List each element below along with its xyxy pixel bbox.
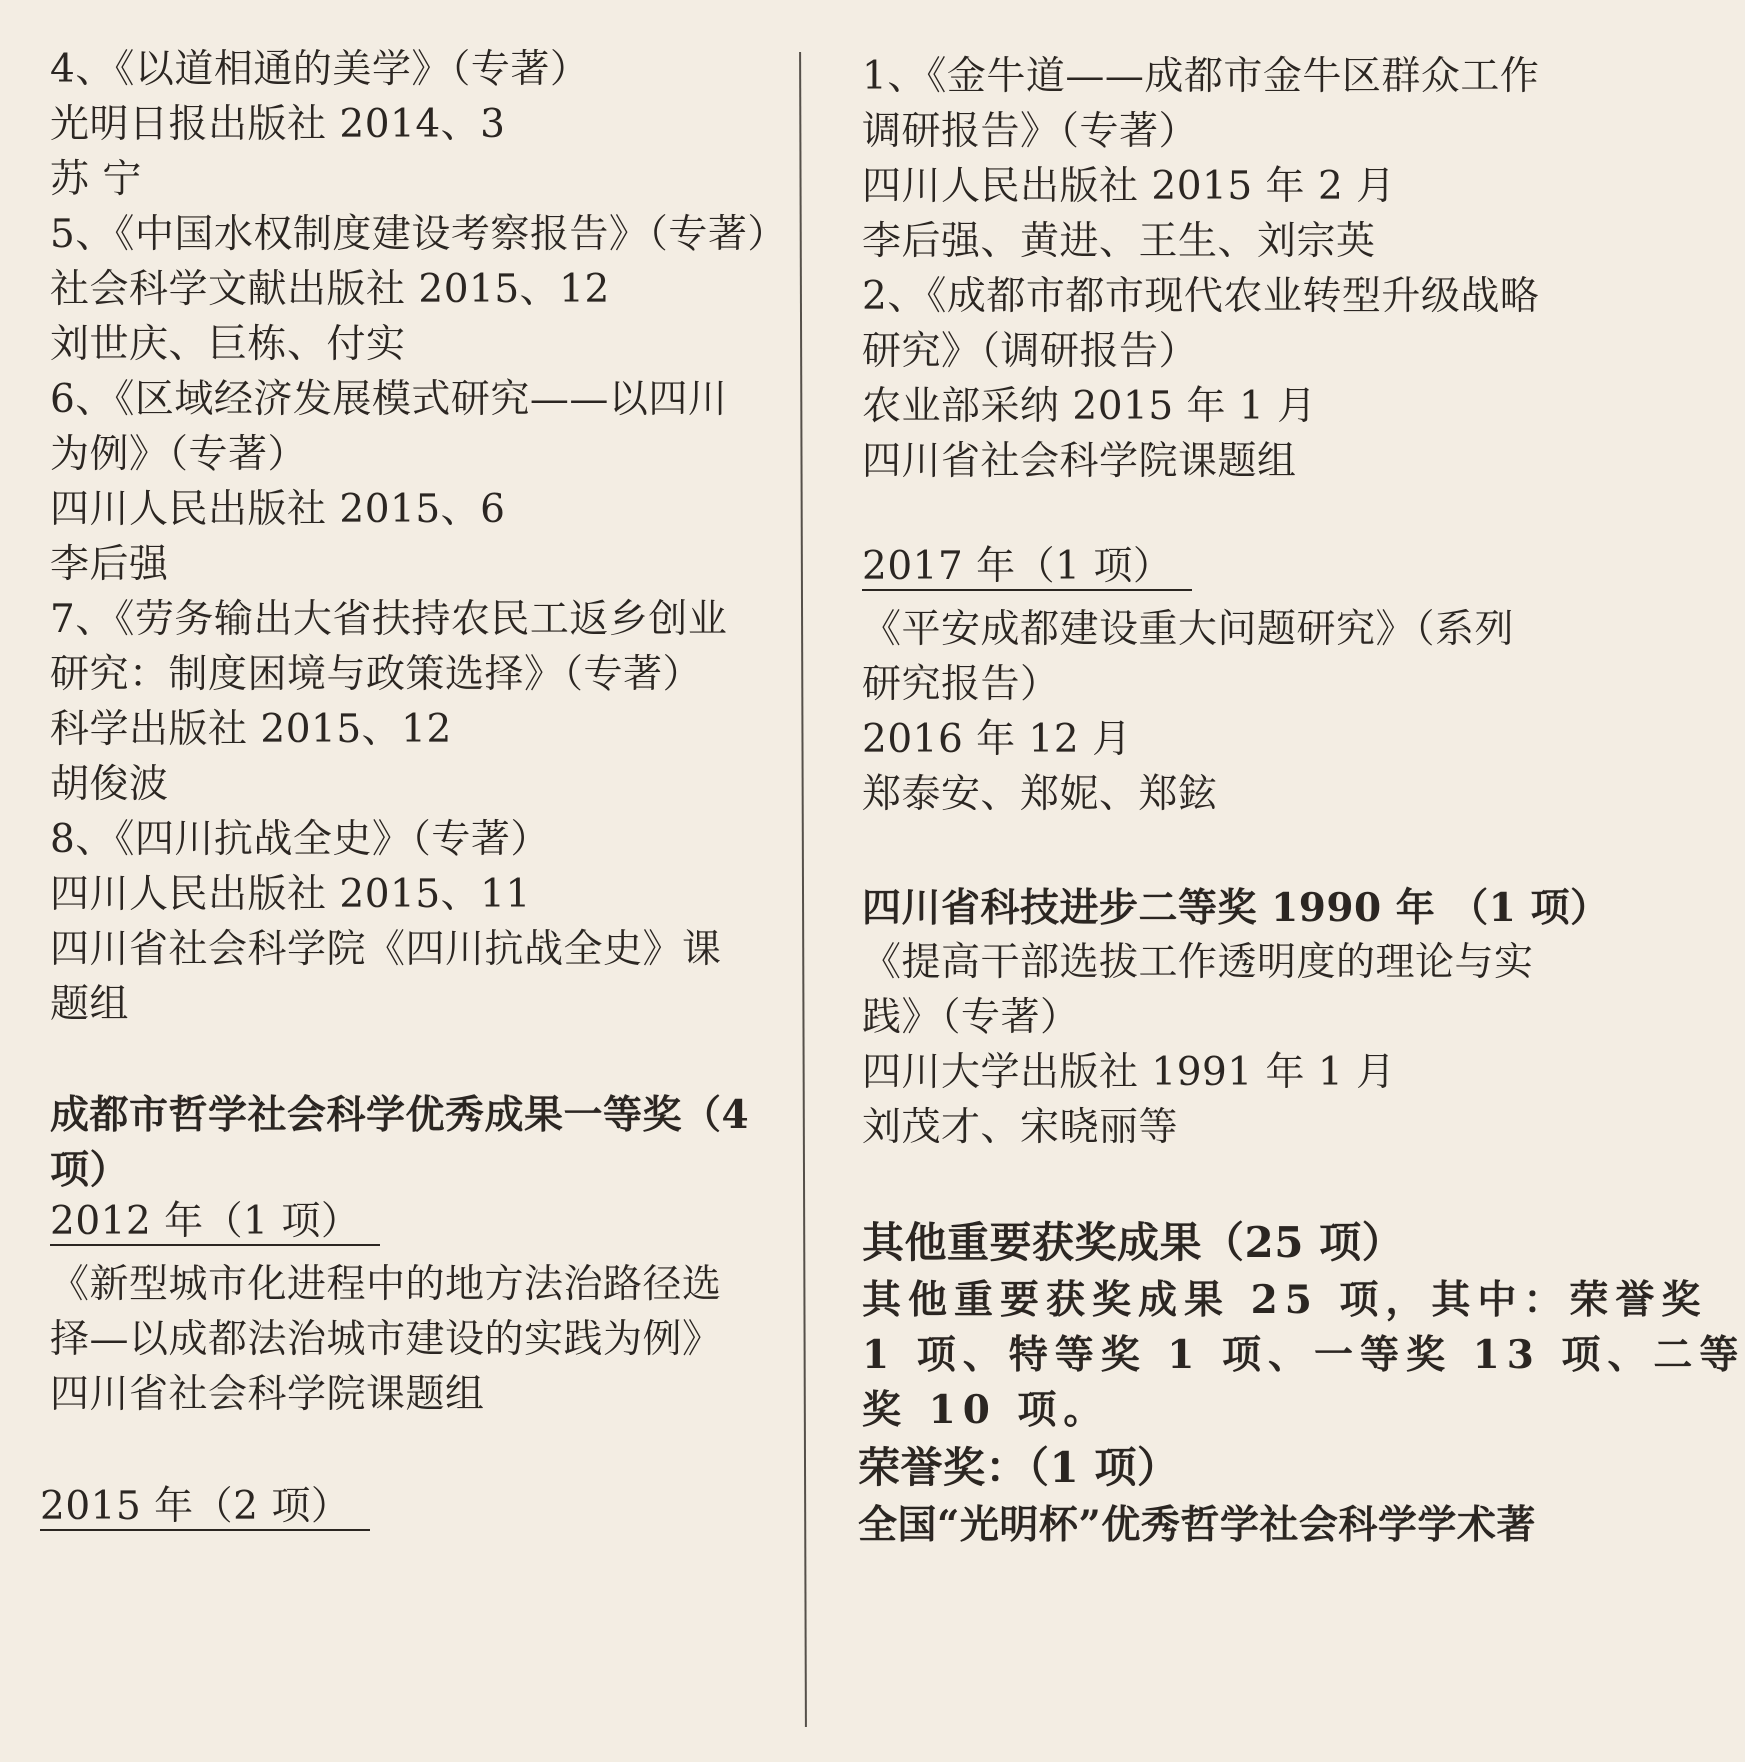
entry-r2-title-line-2: 研究》（调研报告） <box>862 329 1199 374</box>
entry-6-publisher: 四川人民出版社 2015、6 <box>50 487 506 532</box>
column-divider <box>799 52 807 1727</box>
entry-8-author-line-2: 题组 <box>50 982 130 1027</box>
entry-8-title: 8、《四川抗战全史》（专著） <box>50 817 550 862</box>
entry-r1-title-line-1: 1、《金牛道——成都市金牛区群众工作 <box>862 54 1540 99</box>
entry-1990-title-line-1: 《提高干部选拔工作透明度的理论与实 <box>862 940 1534 985</box>
section-heading-sichuan-tech-award: 四川省科技进步二等奖 1990 年 （1 项） <box>862 885 1610 931</box>
entry-r2-author: 四川省社会科学院课题组 <box>862 439 1297 484</box>
other-awards-summary-line-2: 1 项、特等奖 1 项、一等奖 13 项、二等 <box>862 1332 1745 1378</box>
entry-2012-title-line-1: 《新型城市化进程中的地方法治路径选 <box>50 1262 722 1307</box>
other-awards-summary-line-1: 其他重要获奖成果 25 项，其中：荣誉奖 <box>862 1277 1708 1323</box>
entry-2017-title-line-1: 《平安成都建设重大问题研究》（系列 <box>862 607 1515 652</box>
entry-7-author: 胡俊波 <box>50 762 169 807</box>
entry-2017-title-line-2: 研究报告） <box>862 662 1060 707</box>
entry-4-publisher: 光明日报出版社 2014、3 <box>50 102 506 147</box>
year-heading-2015: 2015 年（2 项） <box>40 1485 370 1531</box>
entry-7-title-line-2: 研究：制度困境与政策选择》（专著） <box>50 652 703 697</box>
entry-6-author: 李后强 <box>50 542 169 587</box>
entry-2017-date: 2016 年 12 月 <box>862 717 1132 762</box>
entry-2017-authors: 郑泰安、郑妮、郑鉉 <box>862 772 1218 817</box>
section-heading-honor-award: 荣誉奖：（1 项） <box>858 1443 1180 1492</box>
entry-5-publisher: 社会科学文献出版社 2015、12 <box>50 267 610 312</box>
entry-1990-authors: 刘茂才、宋晓丽等 <box>862 1105 1179 1150</box>
entry-5-title: 5、《中国水权制度建设考察报告》（专著） <box>50 212 787 257</box>
entry-1990-publisher: 四川大学出版社 1991 年 1 月 <box>862 1050 1396 1095</box>
entry-2012-title-line-2: 择—以成都法治城市建设的实践为例》 <box>50 1317 722 1362</box>
entry-8-publisher: 四川人民出版社 2015、11 <box>50 872 531 917</box>
year-heading-2017: 2017 年（1 项） <box>862 545 1192 591</box>
section-heading-other-awards: 其他重要获奖成果（25 项） <box>862 1218 1405 1267</box>
entry-r2-adoption: 农业部采纳 2015 年 1 月 <box>862 384 1317 429</box>
entry-1990-title-line-2: 践》（专著） <box>862 995 1080 1040</box>
entry-8-author-line-1: 四川省社会科学院《四川抗战全史》课 <box>50 927 722 972</box>
entry-6-title-line-1: 6、《区域经济发展模式研究——以四川 <box>50 377 728 422</box>
section-heading-chengdu-award-cont: 项） <box>50 1147 130 1193</box>
other-awards-summary-line-3: 奖 10 项。 <box>862 1387 1110 1433</box>
entry-r1-publisher: 四川人民出版社 2015 年 2 月 <box>862 164 1396 209</box>
entry-4-title: 4、《以道相通的美学》（专著） <box>50 47 590 92</box>
entry-7-publisher: 科学出版社 2015、12 <box>50 707 452 752</box>
entry-4-author: 苏 宁 <box>50 157 142 202</box>
entry-2012-author: 四川省社会科学院课题组 <box>50 1372 485 1417</box>
entry-r2-title-line-1: 2、《成都市都市现代农业转型升级战略 <box>862 274 1540 319</box>
honor-award-entry-title: 全国“光明杯”优秀哲学社会科学学术著 <box>858 1502 1536 1548</box>
section-heading-chengdu-award: 成都市哲学社会科学优秀成果一等奖（4 <box>50 1092 750 1138</box>
entry-5-authors: 刘世庆、巨栋、付实 <box>50 322 406 367</box>
entry-7-title-line-1: 7、《劳务输出大省扶持农民工返乡创业 <box>50 597 728 642</box>
entry-6-title-line-2: 为例》（专著） <box>50 432 308 477</box>
entry-r1-authors: 李后强、黄进、王生、刘宗英 <box>862 219 1376 264</box>
entry-r1-title-line-2: 调研报告》（专著） <box>862 109 1199 154</box>
year-heading-2012: 2012 年（1 项） <box>50 1200 380 1246</box>
